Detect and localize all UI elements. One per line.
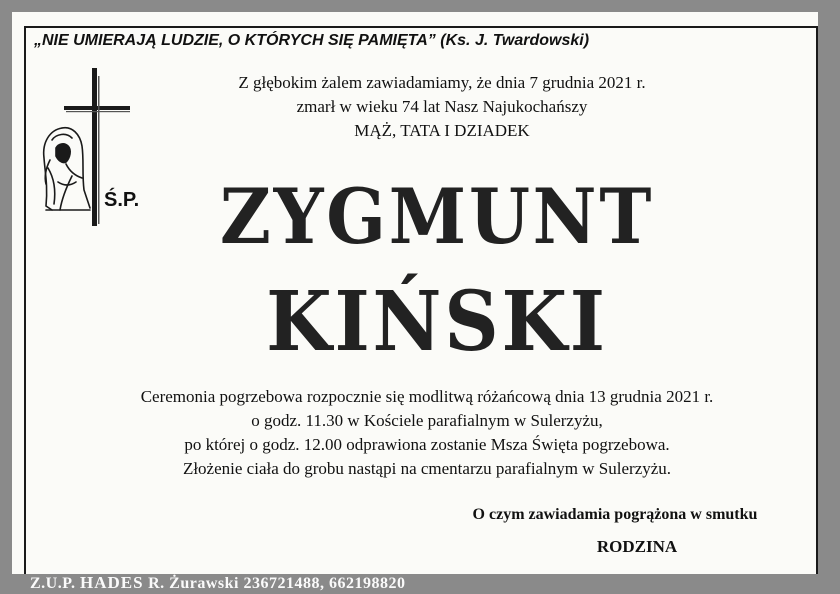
grieving-figure-icon [44,128,90,210]
ceremony-details [42,385,812,481]
deceased-first-name: ZYGMUNT [219,172,655,261]
mourners-note: O czym zawiadamia pogrążona w smutku [472,506,758,523]
footer-phone-1: 236721488, [243,575,325,592]
intro-line-1: Z głębokim żalem zawiadamiamy, że dnia 7 grudnia 2021 r. [238,73,646,92]
deceased-last-name: KIŃSKI [266,274,608,370]
ceremony-line-4: Złożenie ciała do grobu nastąpi na cmentarzu parafialnym w Sulerzyżu. [182,459,672,478]
sp-prefix: Ś.P. [104,189,140,211]
intro-line-3: MĄŻ, TATA I DZIADEK [354,121,530,140]
ceremony-line-3: po której o godz. 12.00 odprawiona zostanie Msza Święta pogrzebowa. [184,435,670,454]
footer-owner: R. Żurawski [148,575,239,592]
announcement-intro [182,71,702,143]
ceremony-line-1: Ceremonia pogrzebowa rozpocznie się modlitwą różańcową dnia 13 grudnia 2021 r. [140,387,714,406]
ceremony-line-2: o godz. 11.30 w Kościele parafialnym w Sulerzyżu, [251,411,603,430]
footer-prefix: Z.U.P. [30,575,76,592]
motto [34,32,714,50]
footer-brand: HADES [80,573,144,592]
intro-line-2: zmarł w wieku 74 lat Nasz Najukochańszy [296,97,588,116]
family-signature: RODZINA [596,537,678,556]
obituary-sheet [12,12,818,574]
motto-author: (Ks. J. Twardowski) [440,32,590,49]
motto-quote: „NIE UMIERAJĄ LUDZIE, O KTÓRYCH SIĘ PAMIĘTA” [34,32,436,49]
footer-phone-2: 662198820 [328,575,406,592]
funeral-home-footer [30,573,405,593]
